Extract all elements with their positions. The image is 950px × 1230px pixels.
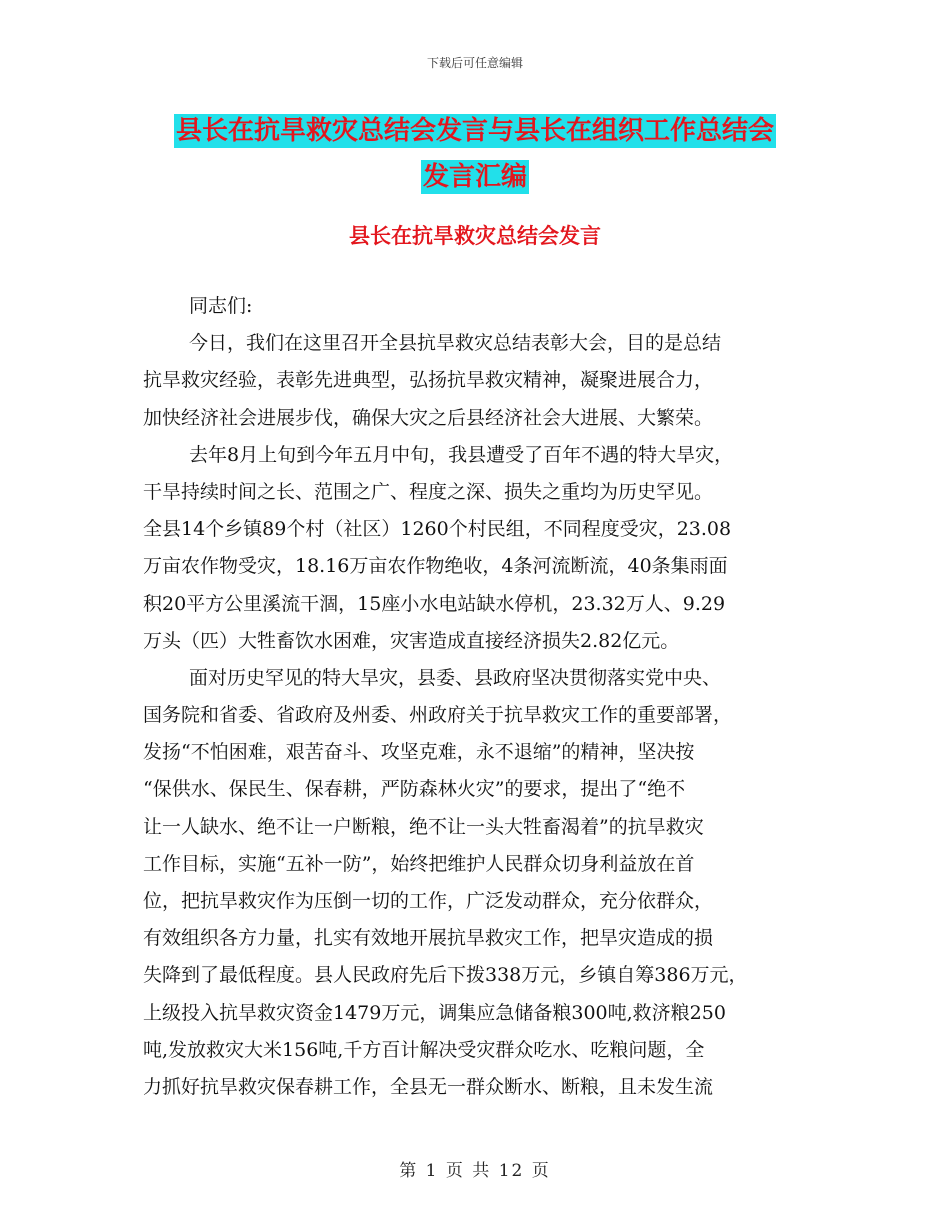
body-line: 加快经济社会进展步伐，确保大灾之后县经济社会大进展、大繁荣。	[143, 406, 714, 429]
section-title: 县长在抗旱救灾总结会发言	[349, 224, 601, 248]
document-title-line-2: 发言汇编	[422, 162, 527, 192]
body-line: “保供水、保民生、保春耕，严防森林火灾”的要求，提出了“绝不	[143, 778, 686, 801]
body-line: 国务院和省委、省政府及州委、州政府关于抗旱救灾工作的重要部署，	[143, 704, 733, 727]
document-title	[120, 108, 830, 200]
body-line: 同志们:	[189, 295, 253, 317]
body-line: 工作目标，实施“五补一防”，始终把维护人民群众切身利益放在首	[143, 852, 695, 875]
body-line: 抗旱救灾经验，表彰先进典型，弘扬抗旱救灾精神，凝聚进展合力，	[143, 369, 714, 392]
body-line: 万头（匹）大牲畜饮水困难，灾害造成直接经济损失2.82亿元。	[143, 629, 680, 652]
body-line: 万亩农作物受灾，18.16万亩农作物绝收，4条河流断流，40条集雨面	[143, 555, 728, 578]
body-line: 上级投入抗旱救灾资金1479万元，调集应急储备粮300吨,救济粮250	[143, 1001, 726, 1024]
document-title-line-1: 县长在抗旱救灾总结会发言与县长在组织工作总结会	[175, 116, 774, 146]
body-line: 积20平方公里溪流干涸，15座小水电站缺水停机，23.32万人、9.29	[143, 592, 726, 615]
body-line: 失降到了最低程度。县人民政府先后下拨338万元，乡镇自筹386万元，	[143, 964, 748, 987]
body-line: 让一人缺水、绝不让一户断粮，绝不让一头大牲畜渴着”的抗旱救灾	[143, 815, 704, 838]
header-note: 下载后可任意编辑	[426, 56, 523, 70]
body-line: 位，把抗旱救灾作为压倒一切的工作，广泛发动群众，充分依群众，	[143, 890, 714, 912]
body-line: 全县14个乡镇89个村（社区）1260个村民组，不同程度受灾，23.08	[143, 518, 732, 541]
body-line: 面对历史罕见的特大旱灾，县委、县政府坚决贯彻落实党中央、	[189, 666, 722, 689]
body-line: 干旱持续时间之长、范围之广、程度之深、损失之重均为历史罕见。	[143, 480, 714, 503]
page-number: 第 1 页 共 12 页	[399, 1161, 551, 1181]
body-text	[143, 288, 808, 1106]
body-line: 发扬“不怕困难，艰苦奋斗、攻坚克难，永不退缩”的精神，坚决按	[143, 741, 695, 764]
body-line: 力抓好抗旱救灾保春耕工作，全县无一群众断水、断粮，且未发生流	[143, 1075, 714, 1098]
body-line: 有效组织各方力量，扎实有效地开展抗旱救灾工作，把旱灾造成的损	[143, 927, 714, 950]
body-line: 去年8月上旬到今年五月中旬，我县遭受了百年不遇的特大旱灾，	[189, 443, 734, 466]
body-line: 今日，我们在这里召开全县抗旱救灾总结表彰大会，目的是总结	[189, 332, 722, 355]
body-line: 吨,发放救灾大米156吨,千方百计解决受灾群众吃水、吃粮问题，全	[143, 1038, 705, 1061]
